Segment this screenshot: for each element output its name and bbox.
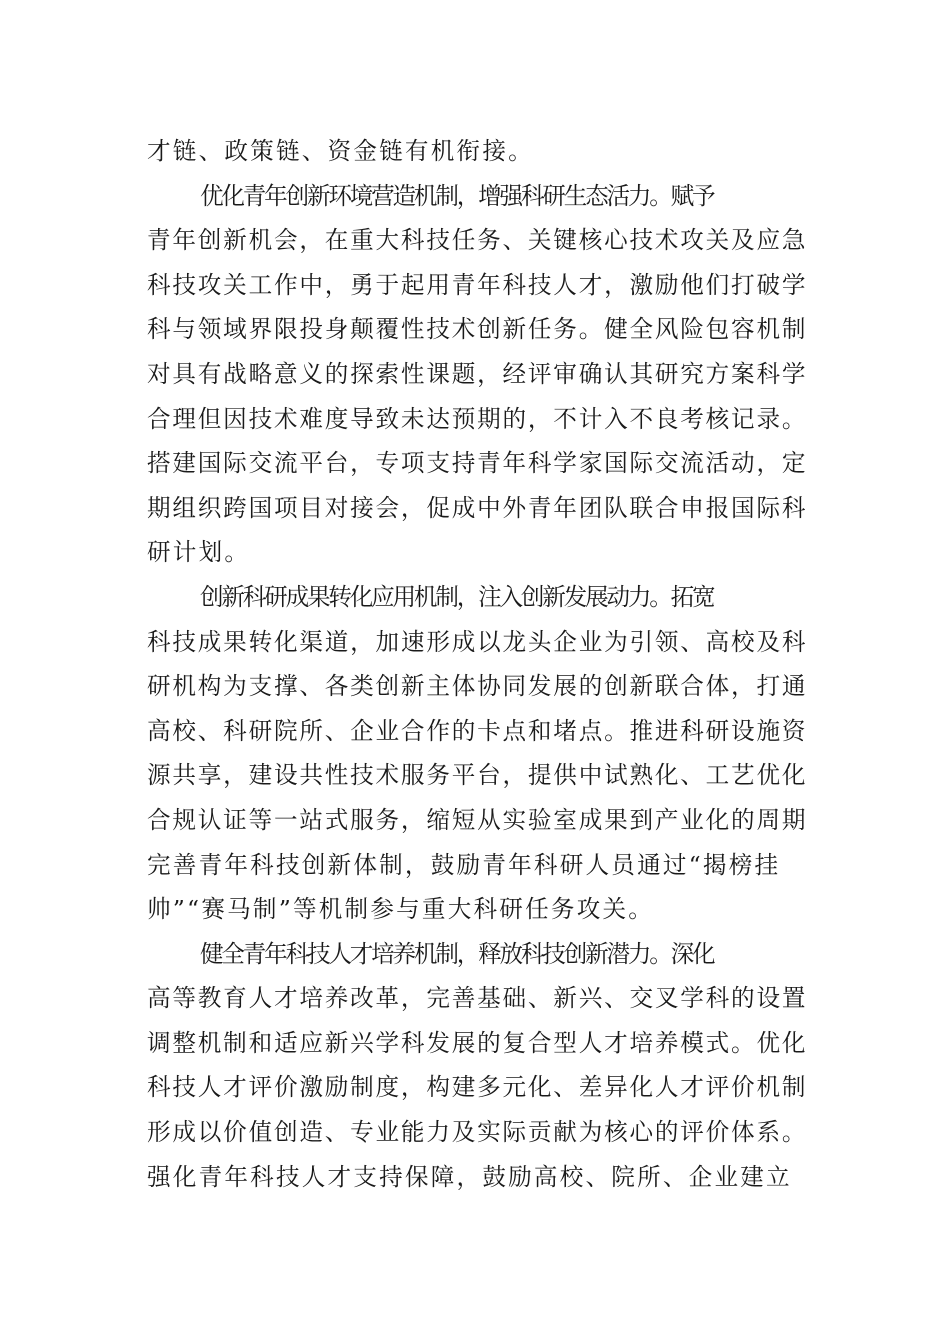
text-line: 科技攻关工作中，勇于起用青年科技人才，激励他们打破学 <box>147 270 808 299</box>
text-line: 合理但因技术难度导致未达预期的，不计入不良考核记录。 <box>147 404 808 433</box>
text-line: 搭建国际交流平台，专项支持青年科学家国际交流活动，定 <box>147 449 808 478</box>
text-line: 才链、政策链、资金链有机衔接。 <box>147 137 534 165</box>
text-line: 调整机制和适应新兴学科发展的复合型人才培养模式。优化 <box>147 1028 808 1057</box>
text-line: 对具有战略意义的探索性课题，经评审确认其研究方案科学 <box>147 359 808 388</box>
text-line: 优化青年创新环境营造机制，增强科研生态活力。赋予 <box>200 181 714 210</box>
text-line: 青年创新机会，在重大科技任务、关键核心技术攻关及应急 <box>147 226 808 255</box>
text-line: 强化青年科技人才支持保障，鼓励高校、院所、企业建立 <box>147 1162 792 1191</box>
text-line: 科技成果转化渠道，加速形成以龙头企业为引领、高校及科 <box>147 627 808 656</box>
body-text <box>147 129 809 1199</box>
text-line: 科与领域界限投身颠覆性技术创新任务。健全风险包容机制 <box>147 315 808 344</box>
text-line: 形成以价值创造、专业能力及实际贡献为核心的评价体系。 <box>147 1118 808 1147</box>
text-line: 帅”“赛马制”等机制参与重大科研任务攻关。 <box>147 895 655 924</box>
text-line: 研计划。 <box>147 538 251 567</box>
text-line: 创新科研成果转化应用机制，注入创新发展动力。拓宽 <box>200 582 714 611</box>
text-line: 源共享，建设共性技术服务平台，提供中试熟化、工艺优化 <box>147 761 808 790</box>
text-line: 合规认证等一站式服务，缩短从实验室成果到产业化的周期 <box>147 805 808 834</box>
text-line: 科技人才评价激励制度，构建多元化、差异化人才评价机制 <box>147 1073 808 1102</box>
text-line: 研机构为支撑、各类创新主体协同发展的创新联合体，打通 <box>147 672 808 701</box>
text-line: 期组织跨国项目对接会，促成中外青年团队联合申报国际科 <box>147 493 808 522</box>
text-line: 健全青年科技人才培养机制，释放科技创新潜力。深化 <box>200 939 714 968</box>
text-line: 高校、科研院所、企业合作的卡点和堵点。推进科研设施资 <box>147 716 808 745</box>
text-line: 高等教育人才培养改革，完善基础、新兴、交叉学科的设置 <box>147 984 808 1013</box>
text-line: 完善青年科技创新体制，鼓励青年科研人员通过“揭榜挂 <box>147 850 781 879</box>
